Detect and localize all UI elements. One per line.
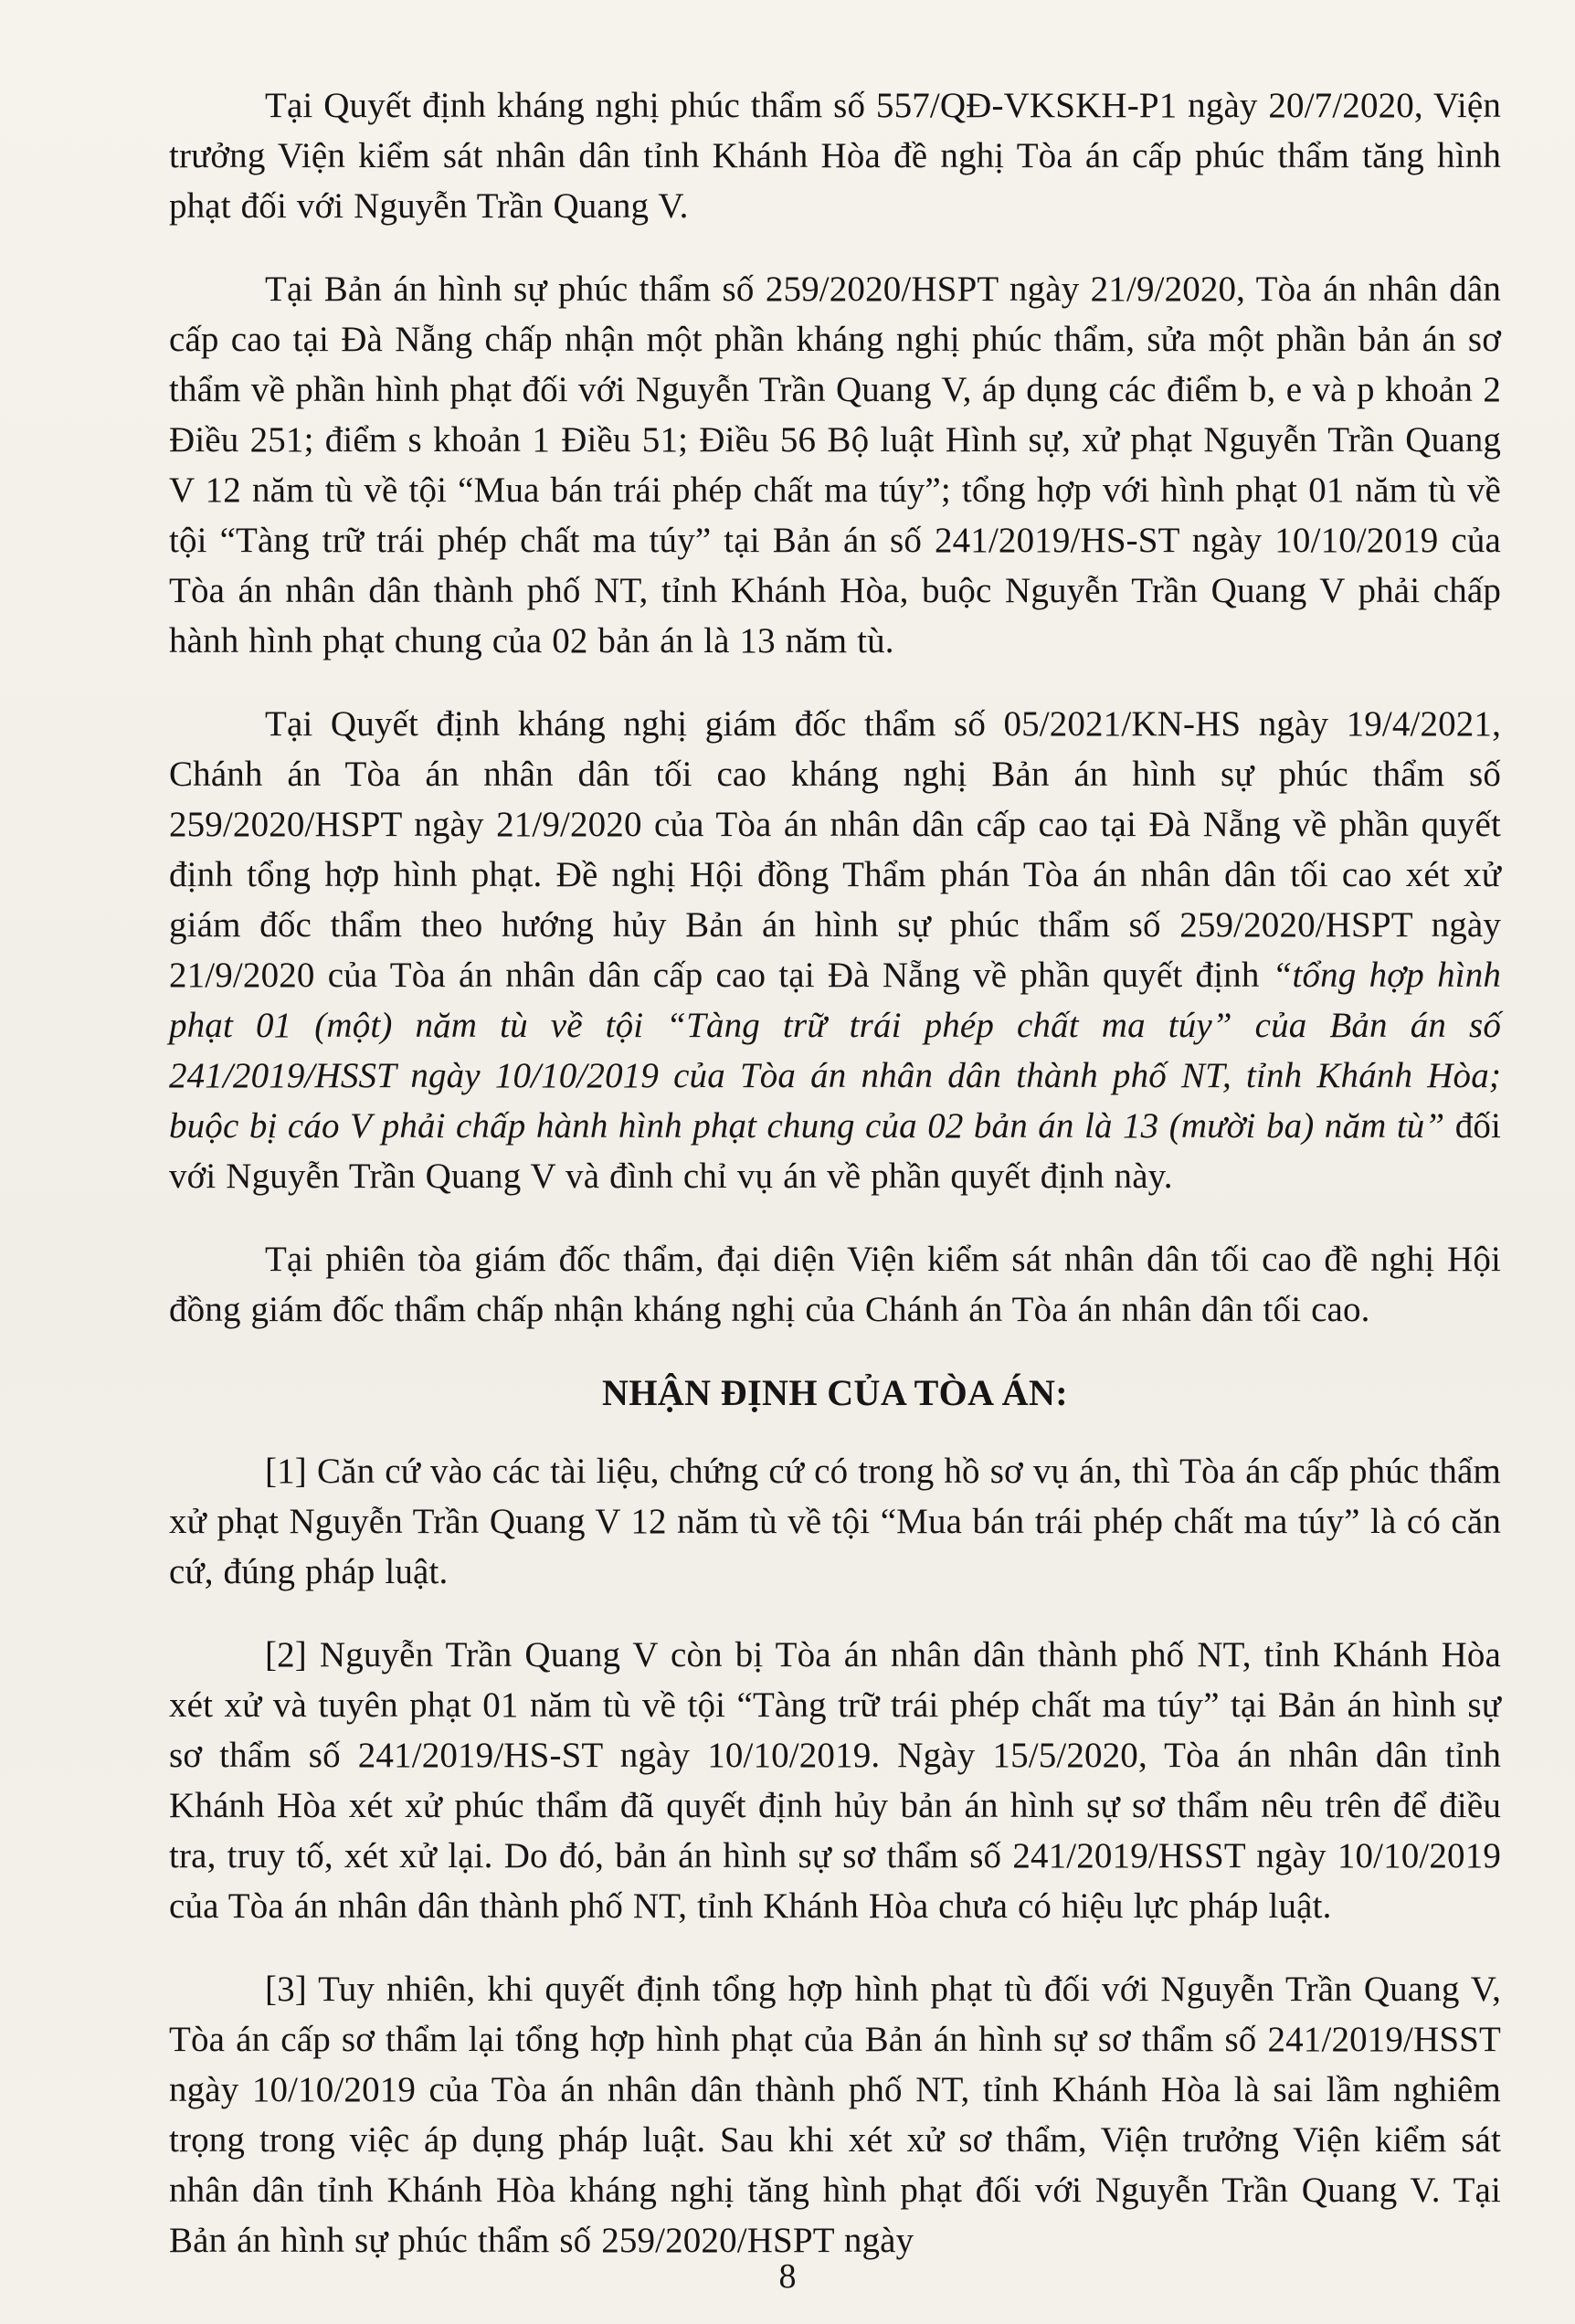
finding-2: [2] Nguyễn Trần Quang V còn bị Tòa án nhân dân thành phố NT, tỉnh Khánh Hòa xét xử và tuyên phạt 01 năm tù về tội “Tàng trữ trái phép chất ma túy” tại Bản án hình sự sơ thẩm số 241/2019/HS-ST ngày 10/10/2019. Ngày 15/5/2020, Tòa án nhân dân tỉnh Khánh Hòa xét xử phúc thẩm đã quyết định hủy bản án hình sự sơ thẩm nêu trên để điều tra, truy tố, xét xử lại. Do đó, bản án hình sự sơ thẩm số 241/2019/HSST ngày 10/10/2019 của Tòa án nhân dân thành phố NT, tỉnh Khánh Hòa chưa có hiệu lực pháp luật. <box>169 1635 1501 1926</box>
paragraph-cassation-hearing: Tại phiên tòa giám đốc thẩm, đại diện Viện kiểm sát nhân dân tối cao đề nghị Hội đồng giám đốc thẩm chấp nhận kháng nghị của Chánh án Tòa án nhân dân tối cao. <box>169 1240 1501 1329</box>
paragraph-cassation-protest-text: Tại Quyết định kháng nghị giám đốc thẩm số 05/2021/KN-HS ngày 19/4/2021, Chánh án Tòa án nhân dân tối cao kháng nghị Bản án hình sự phúc thẩm số 259/2020/HSPT ngày 21/9/2020 của Tòa án nhân dân cấp cao tại Đà Nẵng về phần quyết định tổng hợp hình phạt. Đề nghị Hội đồng Thẩm phán Tòa án nhân dân tối cao xét xử giám đốc thẩm theo hướng hủy Bản án hình sự phúc thẩm số 259/2020/HSPT ngày 21/9/2020 của Tòa án nhân dân cấp cao tại Đà Nẵng về phần quyết định <box>169 704 1501 995</box>
paragraph-cassation-protest <box>169 699 1501 1201</box>
finding-1: [1] Căn cứ vào các tài liệu, chứng cứ có trong hồ sơ vụ án, thì Tòa án cấp phúc thẩm xử phạt Nguyễn Trần Quang V 12 năm tù về tội “Mua bán trái phép chất ma túy” là có căn cứ, đúng pháp luật. <box>169 1452 1501 1591</box>
paragraph-cassation-protest-ending: đối với Nguyễn Trần Quang V và đình chỉ vụ án về phần quyết định này. <box>169 1106 1501 1196</box>
paragraph-cassation-protest-quote: “tổng hợp hình phạt 01 (một) năm tù về tội “Tàng trữ trái phép chất ma túy” của Bản án số 241/2019/HSST ngày 10/10/2019 của Tòa án nhân dân thành phố NT, tỉnh Khánh Hòa; buộc bị cáo V phải chấp hành hình phạt chung của 02 bản án là 13 (mười ba) năm tù” <box>169 956 1501 1146</box>
paragraph-appellate-judgment: Tại Bản án hình sự phúc thẩm số 259/2020/HSPT ngày 21/9/2020, Tòa án nhân dân cấp cao tại Đà Nẵng chấp nhận một phần kháng nghị phúc thẩm, sửa một phần bản án sơ thẩm về phần hình phạt đối với Nguyễn Trần Quang V, áp dụng các điểm b, e và p khoản 2 Điều 251; điểm s khoản 1 Điều 51; Điều 56 Bộ luật Hình sự, xử phạt Nguyễn Trần Quang V 12 năm tù về tội “Mua bán trái phép chất ma túy”; tổng hợp với hình phạt 01 năm tù về tội “Tàng trữ trái phép chất ma túy” tại Bản án số 241/2019/HS-ST ngày 10/10/2019 của Tòa án nhân dân thành phố NT, tỉnh Khánh Hòa, buộc Nguyễn Trần Quang V phải chấp hành hình phạt chung của 02 bản án là 13 năm tù. <box>169 269 1501 660</box>
page-number: 8 <box>778 2257 797 2296</box>
section-heading-court-findings: NHẬN ĐỊNH CỦA TÒA ÁN: <box>602 1372 1068 1413</box>
finding-3: [3] Tuy nhiên, khi quyết định tổng hợp hình phạt tù đối với Nguyễn Trần Quang V, Tòa án cấp sơ thẩm lại tổng hợp hình phạt của Bản án hình sự sơ thẩm số 241/2019/HSST ngày 10/10/2019 của Tòa án nhân dân thành phố NT, tỉnh Khánh Hòa là sai lầm nghiêm trọng trong việc áp dụng pháp luật. Sau khi xét xử sơ thẩm, Viện trưởng Viện kiểm sát nhân dân tỉnh Khánh Hòa kháng nghị tăng hình phạt đối với Nguyễn Trần Quang V. Tại Bản án hình sự phúc thẩm số 259/2020/HSPT ngày <box>169 1970 1501 2260</box>
document-body <box>169 80 1501 2298</box>
paragraph-appeal-decision: Tại Quyết định kháng nghị phúc thẩm số 557/QĐ-VKSKH-P1 ngày 20/7/2020, Viện trưởng Viện kiểm sát nhân dân tỉnh Khánh Hòa đề nghị Tòa án cấp phúc thẩm tăng hình phạt đối với Nguyễn Trần Quang V. <box>169 86 1501 226</box>
